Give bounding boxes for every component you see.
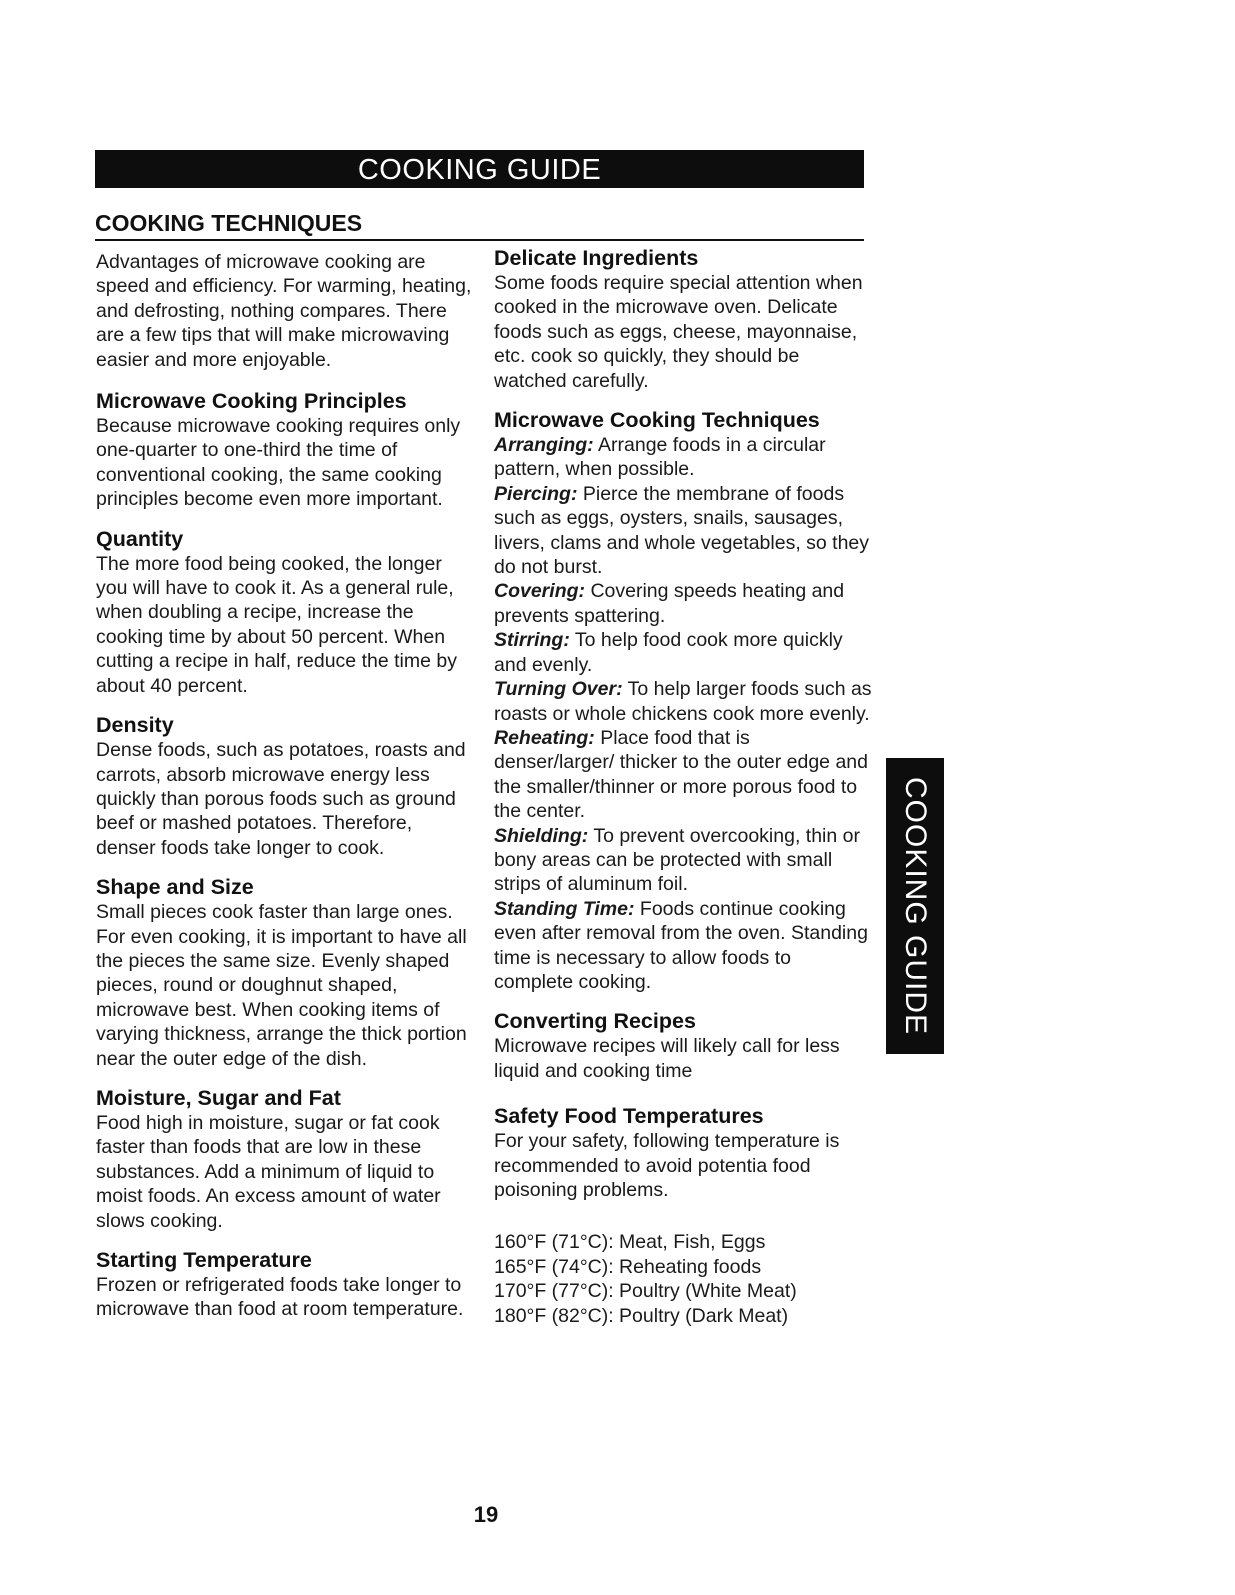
section-principles bbox=[96, 388, 476, 512]
technique-term: Piercing: bbox=[494, 482, 578, 505]
technique-text: To help food cook more quickly and evenly. bbox=[494, 629, 843, 676]
temperature-list bbox=[494, 1230, 874, 1328]
technique-text: Pierce the membrane of foods such as eggs, oysters, snails, sausages, livers, clams and whole vegetables, so they do not burst. bbox=[494, 482, 870, 579]
technique-text: To prevent overcooking, thin or bony areas can be protected with small strips of aluminum foil. bbox=[494, 824, 860, 896]
section-title: Starting Temperature bbox=[96, 1248, 312, 1272]
section-delicate bbox=[494, 245, 874, 393]
section-text: Food high in moisture, sugar or fat cook faster than foods that are low in these substances. Add a minimum of liquid to moist foods. An excess amount of water slows cooking. bbox=[96, 1111, 441, 1232]
section-title: Moisture, Sugar and Fat bbox=[96, 1085, 341, 1110]
technique-term: Shielding: bbox=[494, 824, 589, 847]
temperature-item: 165°F (74°C): Reheating foods bbox=[494, 1255, 762, 1278]
section-text: For your safety, following temperature is recommended to avoid potentia food poisoning problems. bbox=[494, 1130, 840, 1201]
section-shape-size bbox=[96, 874, 476, 1071]
section-text: Some foods require special attention when cooked in the microwave oven. Delicate foods such as eggs, cheese, mayonnaise, etc. cook so quickly, they should be watched carefully. bbox=[494, 272, 863, 392]
technique-text: To help larger foods such as roasts or whole chickens cook more evenly. bbox=[494, 678, 872, 725]
section-moisture bbox=[96, 1085, 476, 1233]
technique-text: Arrange foods in a circular pattern, when possible. bbox=[494, 434, 826, 481]
technique-text: Place food that is denser/larger/ thicker to the outer edge and the smaller/thinner or more porous food to the center. bbox=[494, 726, 868, 823]
intro-paragraph: Advantages of microwave cooking are speed and efficiency. For warming, heating, and defrosting, nothing compares. There are a few tips that will make microwaving easier and more enjoyable. bbox=[96, 251, 472, 371]
technique-term: Stirring: bbox=[494, 629, 570, 652]
section-title: Quantity bbox=[96, 526, 184, 551]
temperature-item: 180°F (82°C): Poultry (Dark Meat) bbox=[494, 1304, 789, 1327]
technique-item bbox=[494, 726, 874, 824]
page-number: 19 bbox=[473, 1502, 499, 1527]
left-column bbox=[96, 250, 476, 1336]
section-title: Microwave Cooking Techniques bbox=[494, 408, 820, 433]
technique-term: Standing Time: bbox=[494, 897, 635, 920]
technique-item bbox=[494, 579, 874, 628]
temperature-item: 170°F (77°C): Poultry (White Meat) bbox=[494, 1280, 797, 1303]
section-density bbox=[96, 712, 476, 860]
technique-term: Covering: bbox=[494, 580, 586, 603]
technique-item bbox=[494, 824, 874, 897]
section-title: Density bbox=[96, 713, 174, 738]
section-safety bbox=[494, 1103, 874, 1328]
right-column bbox=[494, 245, 874, 1342]
technique-text: Foods continue cooking even after removal from the oven. Standing time is necessary to allow foods to complete cooking. bbox=[494, 897, 868, 993]
technique-item bbox=[494, 482, 874, 580]
technique-item bbox=[494, 433, 874, 482]
temperature-item: 160°F (71°C): Meat, Fish, Eggs bbox=[494, 1231, 766, 1254]
technique-term: Turning Over: bbox=[494, 678, 623, 701]
section-converting bbox=[494, 1008, 874, 1083]
section-text: Small pieces cook faster than large ones. For even cooking, it is important to have all the pieces the same size. Evenly shaped pieces, round or doughnut shaped, microwave best. When cooking items of varying thickness, arrange the thick portion near the outer edge of the dish. bbox=[96, 901, 467, 1070]
technique-text: Covering speeds heating and prevents spattering. bbox=[494, 580, 845, 627]
technique-term: Reheating: bbox=[494, 726, 595, 749]
section-quantity bbox=[96, 526, 476, 698]
section-title: Converting Recipes bbox=[494, 1009, 696, 1034]
side-tab-label: COOKING GUIDE bbox=[899, 776, 932, 1036]
section-text: Frozen or refrigerated foods take longer to microwave than food at room temperature. bbox=[96, 1274, 464, 1321]
page-title: COOKING TECHNIQUES bbox=[95, 210, 363, 236]
section-text: Dense foods, such as potatoes, roasts and carrots, absorb microwave energy less quickly than porous foods such as ground beef or mashed potatoes. Therefore, denser foods take longer to cook. bbox=[96, 739, 466, 859]
technique-item bbox=[494, 677, 874, 726]
section-title: Shape and Size bbox=[96, 875, 254, 900]
technique-item bbox=[494, 628, 874, 677]
section-techniques bbox=[494, 407, 874, 994]
section-banner: COOKING GUIDE bbox=[95, 150, 864, 188]
technique-term: Arranging: bbox=[494, 434, 594, 457]
section-starting-temperature bbox=[96, 1247, 476, 1322]
section-text: The more food being cooked, the longer you will have to cook it. As a general rule, when doubling a recipe, increase the cooking time by about 50 percent. When cutting a recipe in half, reduce the time by about 40 percent. bbox=[96, 552, 457, 697]
section-title: Microwave Cooking Principles bbox=[96, 389, 407, 414]
section-text: Because microwave cooking requires only one-quarter to one-third the time of conventional cooking, the same cooking principles become even more important. bbox=[96, 415, 461, 511]
side-tab bbox=[886, 758, 944, 1054]
heading-rule bbox=[95, 239, 864, 241]
technique-item bbox=[494, 897, 874, 995]
section-title: Delicate Ingredients bbox=[494, 246, 699, 270]
section-text: Microwave recipes will likely call for less liquid and cooking time bbox=[494, 1035, 840, 1082]
section-title: Safety Food Temperatures bbox=[494, 1104, 764, 1129]
